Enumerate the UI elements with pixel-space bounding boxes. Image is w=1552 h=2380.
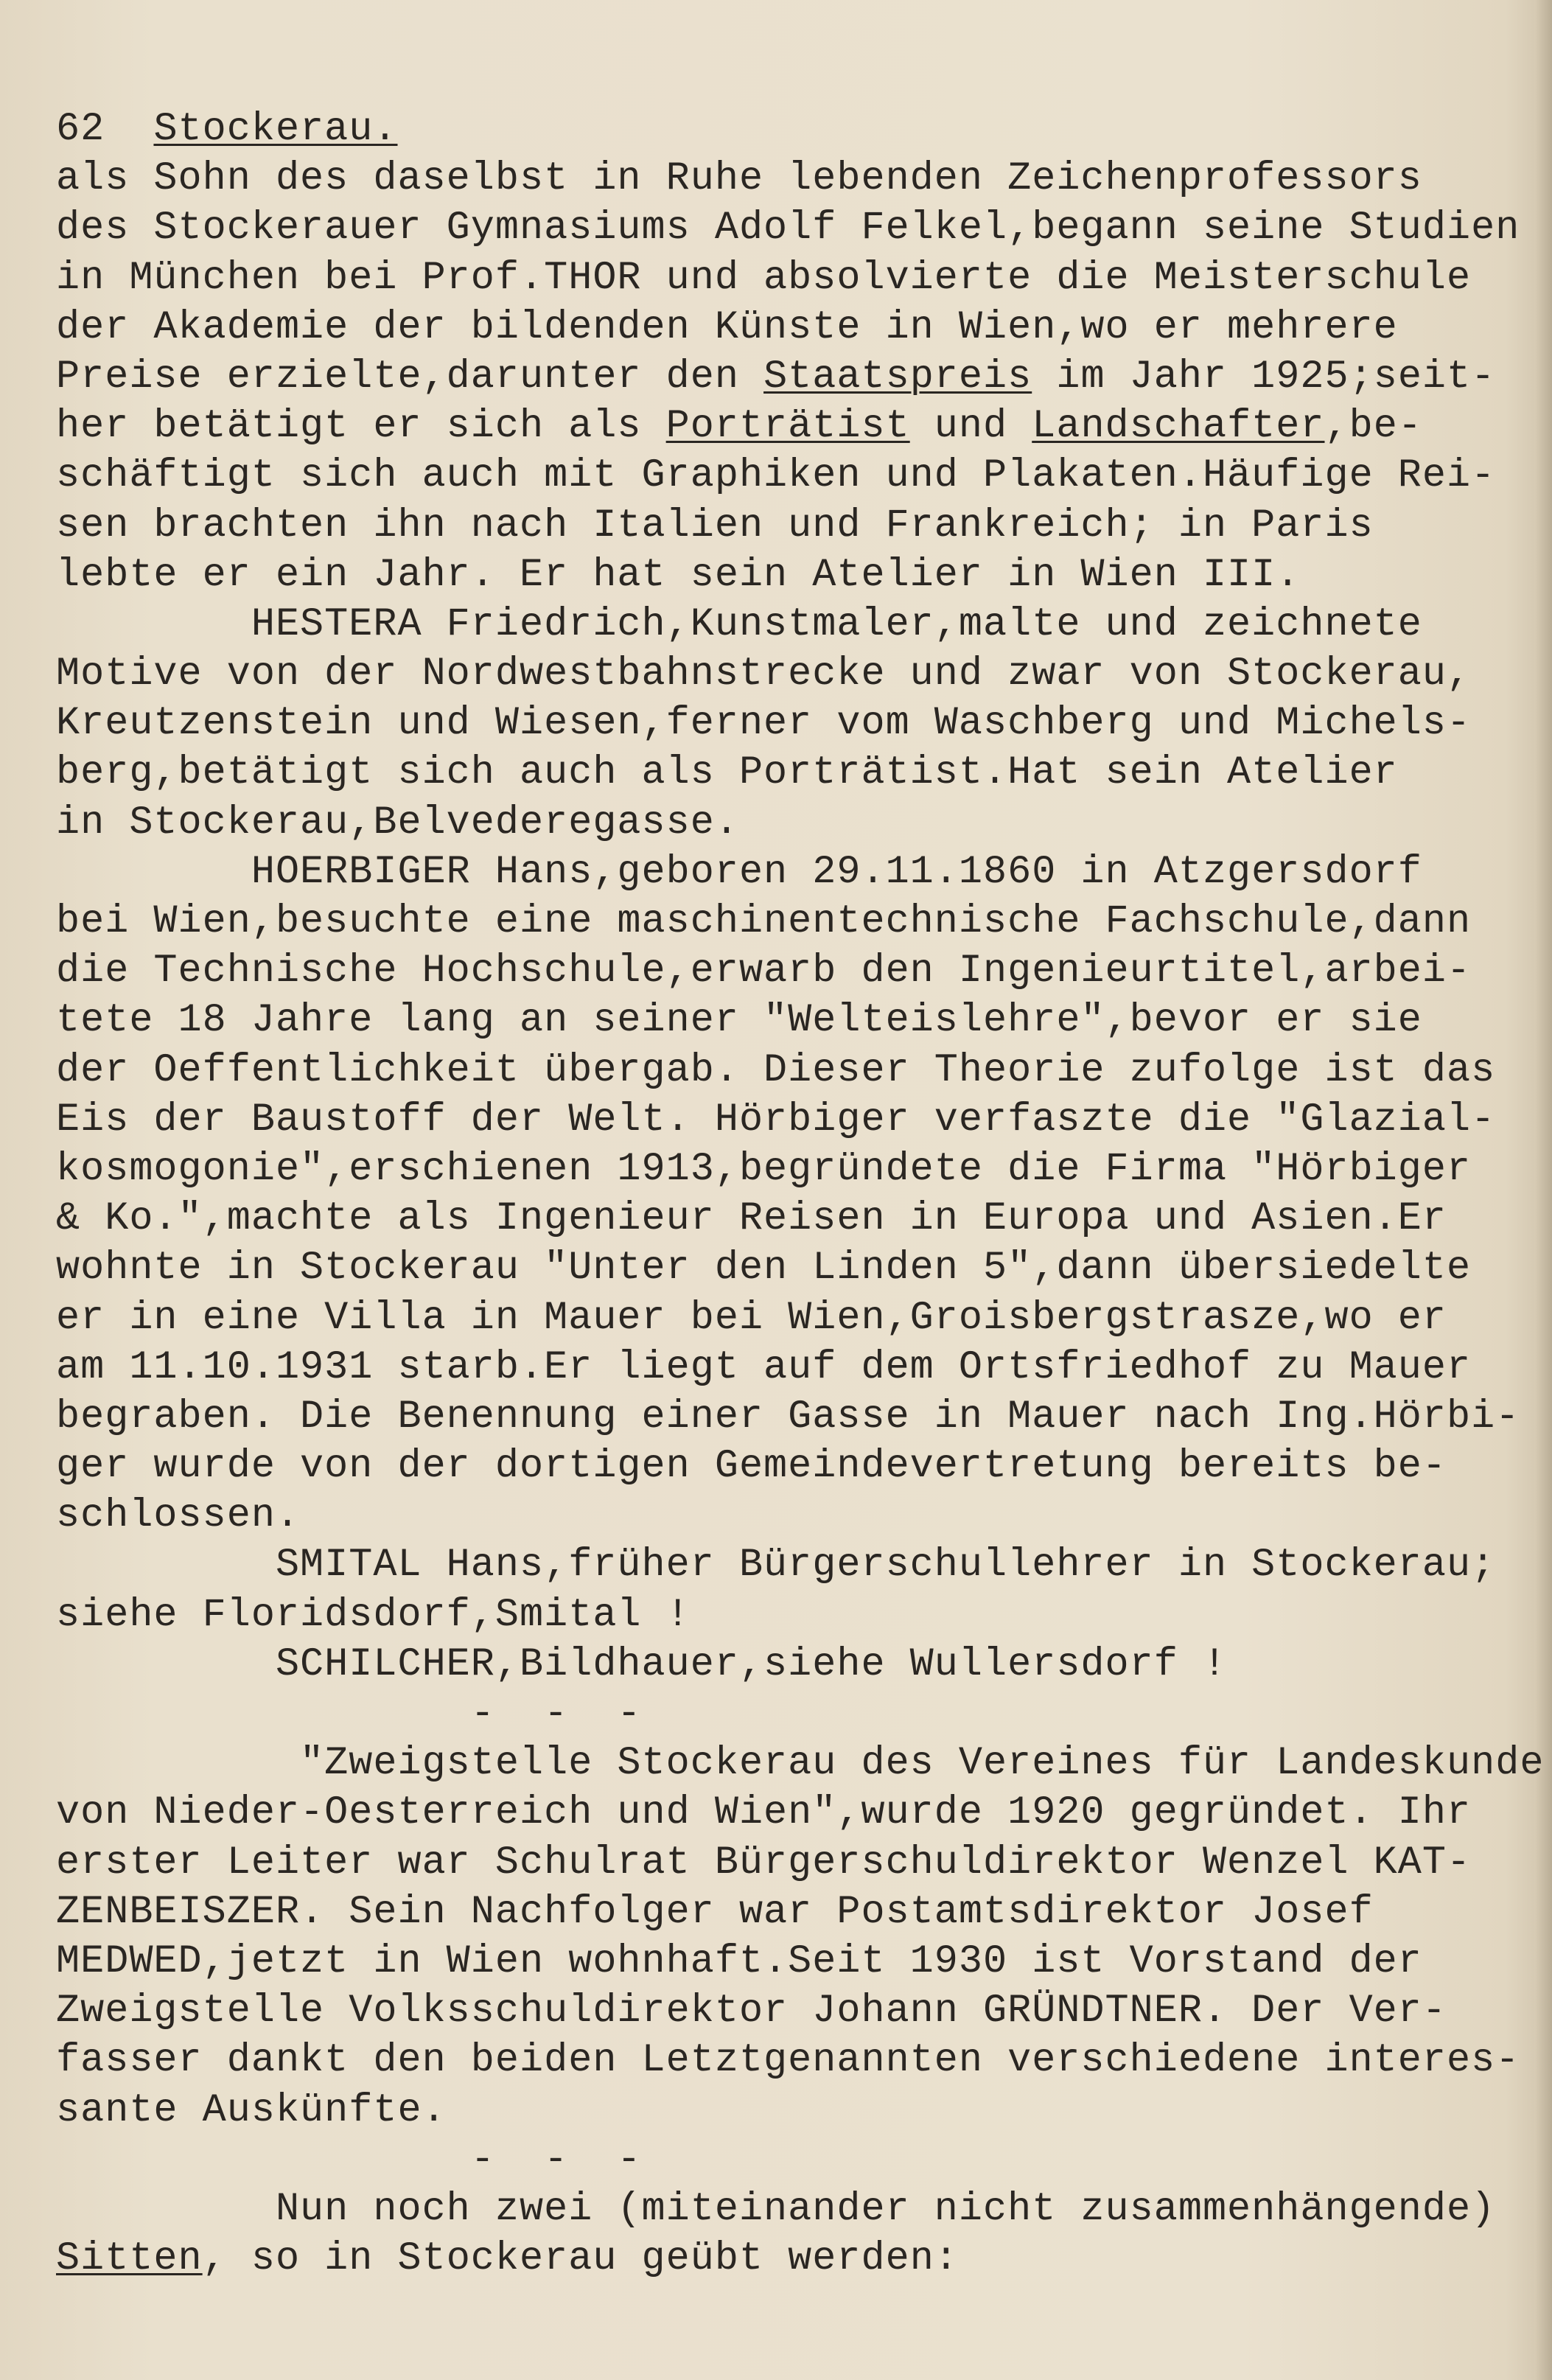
running-head: Stockerau.: [153, 107, 398, 152]
text-line: [56, 352, 1523, 402]
page-edge-shadow: [1534, 0, 1552, 2380]
line-text: ,be-: [1324, 404, 1422, 450]
line-text: von Nieder-Oesterreich und Wien",wurde 1920 gegründet. Ihr: [56, 1790, 1472, 1836]
text-line: [56, 1986, 1523, 2036]
underlined-text: Porträtist: [665, 404, 910, 450]
text-line: [56, 600, 1523, 649]
line-text: kosmogonie",erschienen 1913,begründete die Firma "Hörbiger: [56, 1146, 1472, 1192]
text-line: [56, 1294, 1523, 1343]
line-text: - - -: [56, 1692, 642, 1737]
text-line: [56, 451, 1523, 500]
line-text: Eis der Baustoff der Welt. Hörbiger verfaszte die "Glazial-: [56, 1097, 1496, 1142]
text-line: [56, 1640, 1523, 1689]
underlined-text: Staatspreis: [763, 354, 1032, 399]
text-line: [56, 2135, 1523, 2185]
line-text: am 11.10.1931 starb.Er liegt auf dem Ortsfriedhof zu Mauer: [56, 1344, 1472, 1390]
line-text: in Stockerau,Belvederegasse.: [56, 800, 739, 845]
line-text: in München bei Prof.THOR und absolvierte die Meisterschule: [56, 255, 1472, 301]
line-text: schlossen.: [56, 1493, 301, 1539]
line-text: Zweigstelle Volksschuldirektor Johann GRÜNDTNER. Der Ver-: [56, 1989, 1447, 2034]
text-line: [56, 1194, 1523, 1243]
text-line: [56, 798, 1523, 848]
line-text: Motive von der Nordwestbahnstrecke und zwar von Stockerau,: [56, 652, 1472, 697]
line-text: Nun noch zwei (miteinander nicht zusammenhängende): [56, 2186, 1496, 2232]
line-text: "Zweigstelle Stockerau des Vereines für Landeskunde: [56, 1741, 1545, 1787]
line-text: & Ko.",machte als Ingenieur Reisen in Europa und Asien.Er: [56, 1196, 1447, 1242]
line-text: als Sohn des daselbst in Ruhe lebenden Zeichenprofessors: [56, 156, 1422, 202]
line-text: der Oeffentlichkeit übergab. Dieser Theorie zufolge ist das: [56, 1047, 1496, 1093]
line-text: SMITAL Hans,früher Bürgerschullehrer in Stockerau;: [56, 1543, 1496, 1588]
line-text: er in eine Villa in Mauer bei Wien,Groisbergstrasze,wo er: [56, 1295, 1447, 1341]
text-line: [56, 1540, 1523, 1590]
line-text: Preise erzielte,darunter den: [56, 354, 764, 399]
line-text: HOERBIGER Hans,geboren 29.11.1860 in Atzgersdorf: [56, 849, 1422, 895]
line-text: sante Auskünfte.: [56, 2087, 447, 2133]
text-line: [56, 2185, 1523, 2234]
line-text: , so in Stockerau geübt werden:: [202, 2236, 959, 2282]
line-text: im Jahr 1925;seit-: [1032, 354, 1496, 399]
text-line: [56, 1888, 1523, 1937]
text-line: [56, 2036, 1523, 2085]
text-line: [56, 551, 1523, 600]
line-text: fasser dankt den beiden Letztgenannten verschiedene interes-: [56, 2038, 1520, 2084]
text-line: [56, 1343, 1523, 1392]
line-text: des Stockerauer Gymnasiums Adolf Felkel,begann seine Studien: [56, 206, 1520, 251]
text-line: [56, 1145, 1523, 1194]
line-text: und: [909, 404, 1032, 450]
text-line: [56, 2086, 1523, 2135]
text-line: [56, 1243, 1523, 1293]
line-text: begraben. Die Benennung einer Gasse in Mauer nach Ing.Hörbi-: [56, 1394, 1520, 1439]
text-line: [56, 1095, 1523, 1145]
page-number: 62: [56, 107, 105, 152]
text-line: [56, 1838, 1523, 1888]
text-line: [56, 2234, 1523, 2283]
line-text: berg,betätigt sich auch als Porträtist.Hat sein Atelier: [56, 750, 1398, 796]
text-line: [56, 1689, 1523, 1739]
underlined-text: Landschafter: [1032, 404, 1325, 450]
text-line: [56, 1591, 1523, 1640]
text-line: [56, 848, 1523, 897]
text-line: [56, 154, 1523, 203]
text-line: [56, 1442, 1523, 1491]
line-text: die Technische Hochschule,erwarb den Ingenieurtitel,arbei-: [56, 949, 1472, 994]
line-text: ger wurde von der dortigen Gemeindevertretung bereits be-: [56, 1444, 1447, 1490]
text-line: [56, 699, 1523, 748]
line-text: wohnte in Stockerau "Unter den Linden 5",dann übersiedelte: [56, 1246, 1472, 1291]
line-text: lebte er ein Jahr. Er hat sein Atelier in Wien III.: [56, 552, 1301, 598]
line-text: schäftigt sich auch mit Graphiken und Plakaten.Häufige Rei-: [56, 453, 1496, 499]
line-text: sen brachten ihn nach Italien und Frankreich; in Paris: [56, 503, 1374, 548]
text-line: [56, 1392, 1523, 1442]
text-line: [56, 946, 1523, 996]
text-line: [56, 203, 1523, 253]
typewritten-text: [56, 105, 1545, 2283]
line-text: ZENBEISZER. Sein Nachfolger war Postamtsdirektor Josef: [56, 1889, 1374, 1935]
line-text: bei Wien,besuchte eine maschinentechnische Fachschule,dann: [56, 899, 1472, 944]
line-text: siehe Floridsdorf,Smital !: [56, 1592, 691, 1638]
body-lines: [56, 154, 1545, 2283]
text-line: [56, 1046, 1523, 1095]
header-line: [56, 105, 1523, 154]
line-text: MEDWED,jetzt in Wien wohnhaft.Seit 1930 ist Vorstand der: [56, 1938, 1422, 1984]
text-line: [56, 1937, 1523, 1986]
line-text: HESTERA Friedrich,Kunstmaler,malte und zeichnete: [56, 601, 1422, 647]
text-line: [56, 748, 1523, 798]
text-line: [56, 1788, 1523, 1838]
text-line: [56, 897, 1523, 946]
text-line: [56, 1491, 1523, 1540]
line-text: erster Leiter war Schulrat Bürgerschuldirektor Wenzel KAT-: [56, 1840, 1472, 1885]
line-text: her betätigt er sich als: [56, 404, 666, 450]
text-line: [56, 254, 1523, 303]
line-text: tete 18 Jahre lang an seiner "Welteislehre",bevor er sie: [56, 998, 1422, 1044]
text-line: [56, 501, 1523, 551]
line-text: SCHILCHER,Bildhauer,siehe Wullersdorf !: [56, 1641, 1228, 1687]
text-line: [56, 996, 1523, 1045]
line-text: - - -: [56, 2137, 642, 2182]
text-line: [56, 649, 1523, 699]
line-text: Kreutzenstein und Wiesen,ferner vom Waschberg und Michels-: [56, 701, 1472, 747]
text-line: [56, 402, 1523, 451]
text-line: [56, 303, 1523, 352]
text-line: [56, 1739, 1545, 1788]
underlined-text: Sitten: [56, 2236, 203, 2282]
line-text: der Akademie der bildenden Künste in Wien,wo er mehrere: [56, 304, 1398, 350]
